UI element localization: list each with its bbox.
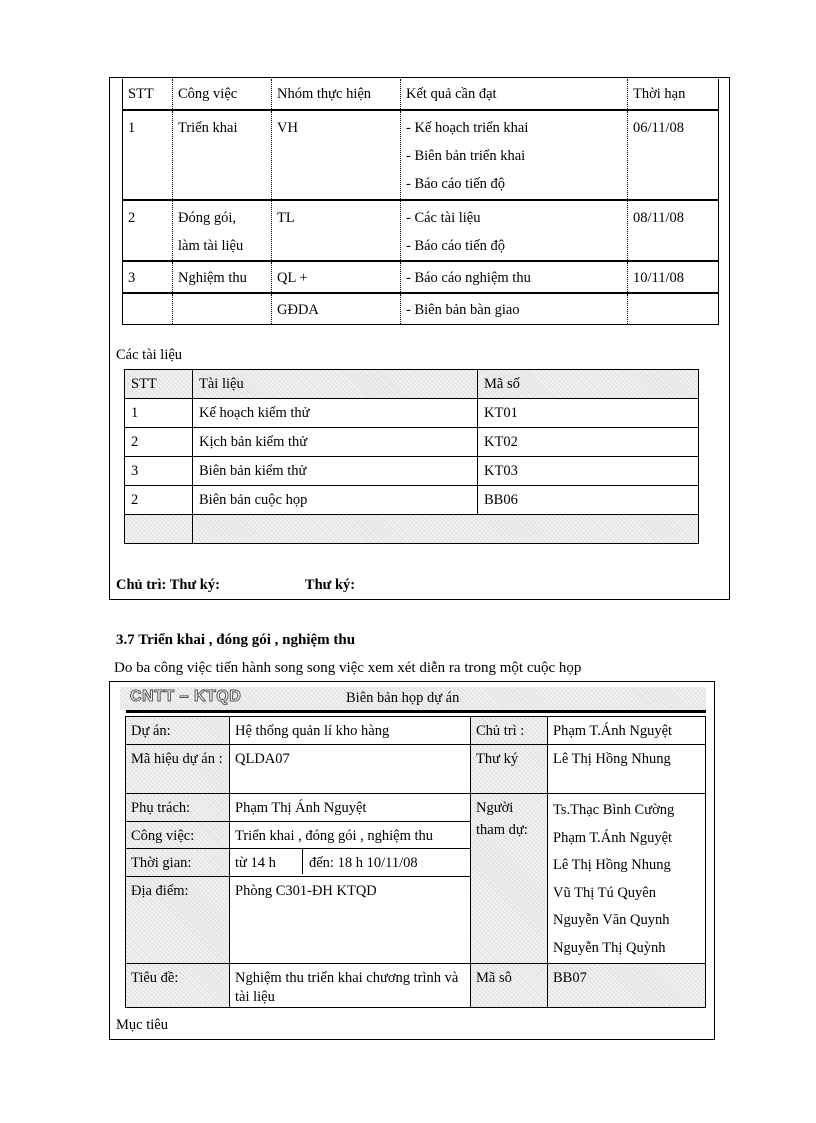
row-task: Nghiệm thu: [173, 261, 272, 293]
work-label: Công việc:: [126, 821, 230, 849]
project-code-label: Mã hiệu dự án :: [126, 745, 230, 794]
row-deadline: 06/11/08: [628, 110, 719, 200]
work-value: Triển khai , đóng gói , nghiệm thu: [230, 821, 471, 849]
empty-cell: [125, 515, 193, 544]
doc-name: Biên bản cuộc họp: [193, 486, 478, 515]
signature-line: [116, 577, 355, 594]
row-group: TL: [272, 200, 401, 261]
task-table: [122, 79, 719, 325]
attendee-item: Vũ Thị Tú Quyên: [553, 884, 656, 901]
secretary-label: Thư ký: [471, 745, 548, 794]
place-value: Phòng C301-ĐH KTQD: [230, 876, 471, 963]
table-header-row: [125, 370, 699, 399]
doc-stt: 1: [125, 399, 193, 428]
row-results: [401, 200, 628, 261]
doc-stt: 3: [125, 457, 193, 486]
subject-label: Tiêu đề:: [126, 963, 230, 1007]
table-row: [123, 110, 719, 200]
attendee-item: Lê Thị Hồng Nhung: [553, 857, 671, 874]
attendees-list: [548, 794, 706, 964]
attendee-item: Phạm T.Ánh Nguyệt: [553, 829, 673, 846]
chair-value: Phạm T.Ánh Nguyệt: [548, 717, 706, 745]
time-from: từ 14 h: [230, 849, 303, 874]
result-item: - Kế hoạch triển khai: [406, 120, 529, 136]
row-stt: 1: [123, 110, 173, 200]
table-row: [125, 399, 699, 428]
header-stt: STT: [123, 79, 173, 110]
table-header-row: [123, 79, 719, 110]
empty-cell: [193, 515, 699, 544]
project-label: Dự án:: [126, 717, 230, 745]
subject-value: Nghiệm thu triển khai chương trình và tài liệu: [230, 963, 471, 1007]
place-label: Địa điểm:: [126, 876, 230, 963]
time-label: Thời gian:: [126, 849, 230, 877]
row-task: [173, 200, 272, 261]
doc-code: KT01: [478, 399, 699, 428]
doc-name: Biên bản kiểm thử: [193, 457, 478, 486]
section-intro: Do ba công việc tiến hành song song việc xem xét diễn ra trong một cuộc họp: [114, 660, 582, 676]
result-item: - Biên bản triển khai: [406, 148, 526, 164]
header-result: Kết quả cần đạt: [401, 79, 628, 110]
header-deadline: Thời hạn: [628, 79, 719, 110]
documents-label: Các tài liệu: [116, 347, 183, 363]
goal-label: Mục tiêu: [116, 1017, 168, 1033]
table-row: [125, 486, 699, 515]
header-group: Nhóm thực hiện: [272, 79, 401, 110]
minutes-table: [125, 716, 706, 1008]
row-task: [173, 293, 272, 325]
row-deadline: 08/11/08: [628, 200, 719, 261]
doc-code: KT03: [478, 457, 699, 486]
row-task: [173, 110, 272, 200]
minutes-brand: CNTT – KTQD: [130, 688, 242, 705]
row-group: QL +: [272, 261, 401, 293]
table-row: [125, 428, 699, 457]
row-stt: 2: [123, 200, 173, 261]
row-stt: [123, 293, 173, 325]
chair-signature-label: Chủ trì: Thư ký:: [116, 577, 220, 593]
table-row: [125, 457, 699, 486]
section-heading: 3.7 Triển khai , đóng gói , nghiệm thu: [116, 632, 356, 648]
result-item: - Báo cáo tiến độ: [406, 176, 506, 192]
row-group: GĐDA: [272, 293, 401, 325]
owner-value: Phạm Thị Ánh Nguyệt: [230, 794, 471, 822]
chair-label: Chủ trì :: [471, 717, 548, 745]
table-row: [123, 293, 719, 325]
table-row: [123, 200, 719, 261]
doc-header-name: Tài liệu: [193, 370, 478, 399]
header-task: Công việc: [173, 79, 272, 110]
attendee-item: Nguyễn Thị Quỳnh: [553, 939, 666, 956]
minutes-header-rule: [126, 710, 706, 713]
minutes-title: Biên bản họp dự án: [346, 690, 460, 706]
attendee-item: Ts.Thạc Bình Cường: [553, 802, 675, 818]
row-task-line: Triển khai: [178, 120, 238, 136]
doc-code: KT02: [478, 428, 699, 457]
result-item: - Các tài liệu: [406, 210, 481, 226]
doc-stt: 2: [125, 486, 193, 515]
row-results: - Báo cáo nghiệm thu: [401, 261, 628, 293]
project-value: Hệ thống quản lí kho hàng: [230, 717, 471, 745]
doc-name: Kịch bản kiểm thử: [193, 428, 478, 457]
number-label: Mã sô: [471, 963, 548, 1007]
project-code-value: QLDA07: [230, 745, 471, 794]
documents-table: [124, 369, 699, 544]
row-results: [401, 110, 628, 200]
owner-label: Phụ trách:: [126, 794, 230, 822]
row-deadline: 10/11/08: [628, 261, 719, 293]
table-row-empty: [125, 515, 699, 544]
table-row: [123, 261, 719, 293]
doc-stt: 2: [125, 428, 193, 457]
doc-name: Kế hoạch kiểm thử: [193, 399, 478, 428]
secretary-value: Lê Thị Hồng Nhung: [548, 745, 706, 794]
time-to: đến: 18 h 10/11/08: [309, 855, 418, 872]
doc-code: BB06: [478, 486, 699, 515]
result-item: - Báo cáo tiến độ: [406, 238, 506, 254]
doc-header-code: Mã số: [478, 370, 699, 399]
row-stt: 3: [123, 261, 173, 293]
row-task-line: Đóng gói,: [178, 210, 236, 226]
time-value: [230, 849, 471, 877]
attendee-item: Nguyễn Văn Quynh: [553, 912, 670, 929]
number-value: BB07: [548, 963, 706, 1007]
row-results: - Biên bản bàn giao: [401, 293, 628, 325]
attendees-label: Người tham dự:: [471, 794, 548, 964]
row-task-line: làm tài liệu: [178, 238, 244, 254]
row-group: VH: [272, 110, 401, 200]
secretary-signature-label: Thư ký:: [304, 577, 356, 593]
row-deadline: [628, 293, 719, 325]
doc-header-stt: STT: [125, 370, 193, 399]
